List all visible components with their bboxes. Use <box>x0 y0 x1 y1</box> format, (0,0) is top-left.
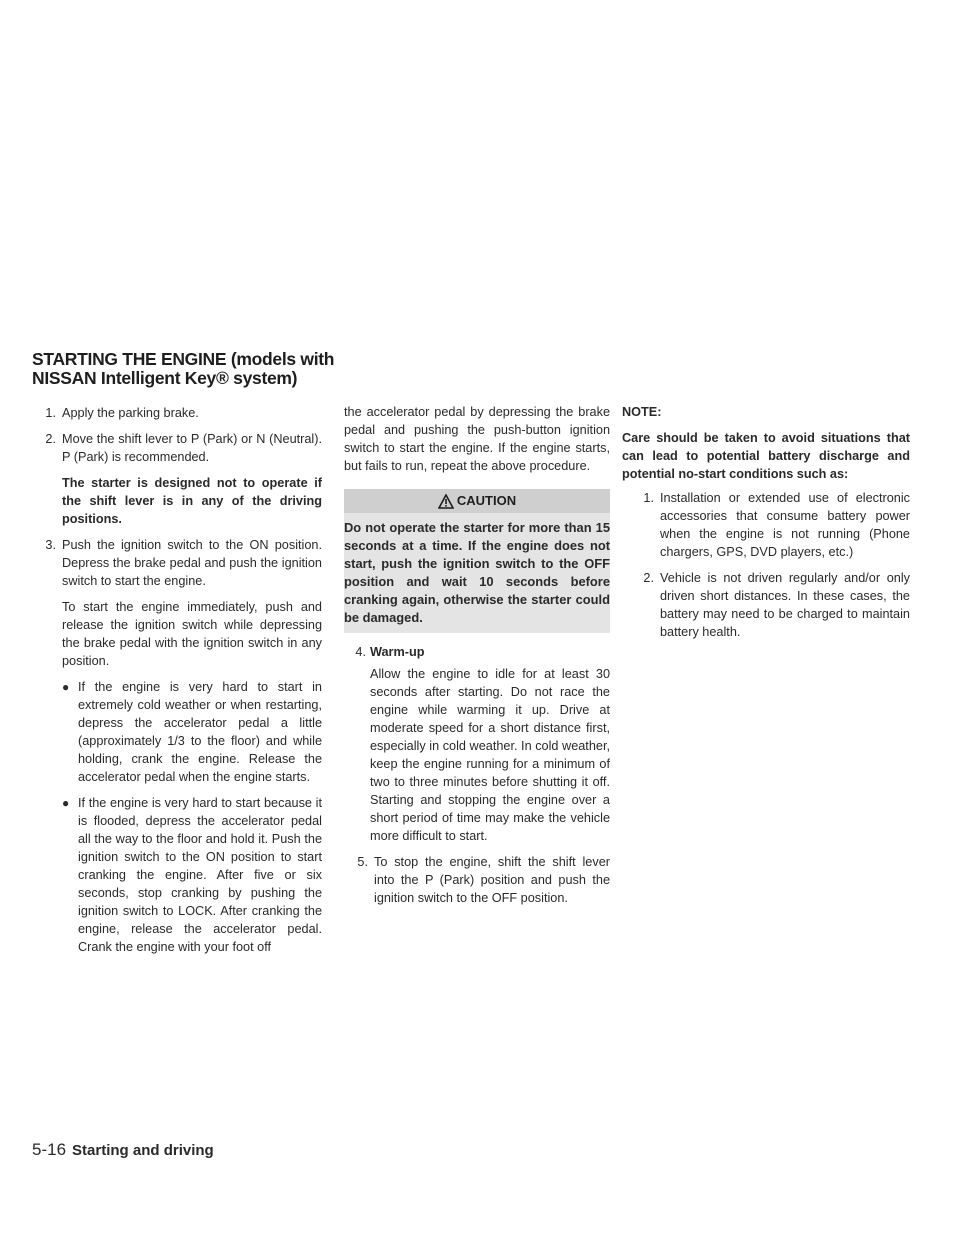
step-text: Push the ignition switch to the ON position. Depress the brake pedal and push the ignition switch to start the engine. <box>62 538 322 588</box>
caution-text: Do not operate the starter for more than 15 seconds at a time. If the engine does not start, push the ignition switch to the OFF position and wait 10 seconds before cranking again, otherwise the starter could be damaged. <box>344 513 610 633</box>
column-2 <box>344 403 610 915</box>
step-2-warning: The starter is designed not to operate if the shift lever is in any of the driving positions. <box>62 476 322 526</box>
note-text: Vehicle is not driven regularly and/or only driven short distances. In these cases, the battery may need to be charged to maintain battery health. <box>660 571 910 639</box>
page-footer <box>32 1140 214 1160</box>
step-number: 5. <box>357 855 368 869</box>
step-text: Apply the parking brake. <box>62 406 199 420</box>
step-2 <box>32 430 322 466</box>
step-4-text: Allow the engine to idle for at least 30 seconds after starting. Do not race the engine while warming it up. Drive at moderate speed for a short distance first, especially in cold weather. In cold weather, keep the engine running for a minimum of two to three minutes before shutting it off. Starting and stopping the engine over a short period of time may make the vehicle more difficult to start. <box>370 667 610 843</box>
column-1 <box>32 404 322 964</box>
bullet-item <box>62 678 322 786</box>
bullet-continuation: the accelerator pedal by depressing the brake pedal and pushing the push-button ignition switch to start the engine. If the engine starts, but fails to run, repeat the above procedure. <box>344 405 610 473</box>
bullet-icon: ● <box>62 680 70 694</box>
bullet-text: If the engine is very hard to start in extremely cold weather or when restarting, depress the accelerator pedal a little (approximately 1/3 to the floor) and while holding, crank the engine. Release the accelerator pedal when the engine starts. <box>78 680 322 784</box>
bullet-item <box>62 794 322 956</box>
step-number: 1. <box>45 406 56 420</box>
step-3 <box>32 536 322 590</box>
step-3-paragraph: To start the engine immediately, push and release the ignition switch while depressing the brake pedal with the ignition switch in any position. <box>62 600 322 668</box>
step-text: To stop the engine, shift the shift lever into the P (Park) position and push the ignition switch to the OFF position. <box>374 855 610 905</box>
note-item <box>630 489 910 561</box>
page-number: 5-16 <box>32 1140 67 1159</box>
note-text: Installation or extended use of electronic accessories that consume battery power when the engine is not running (Phone chargers, GPS, DVD players, etc.) <box>660 491 910 559</box>
step-number: 3. <box>45 538 56 552</box>
step-number: 2. <box>45 432 56 446</box>
warning-triangle-icon <box>438 494 454 509</box>
step-1 <box>32 404 322 422</box>
step-5 <box>344 853 610 907</box>
footer-section: Starting and driving <box>72 1142 214 1159</box>
step-number: 4. <box>355 645 366 659</box>
section-title <box>32 350 352 388</box>
note-number: 1. <box>643 491 654 505</box>
step-4-title: Warm-up <box>370 645 425 659</box>
note-lead: Care should be taken to avoid situations that can lead to potential battery discharge and potential no-start conditions such as: <box>622 431 910 481</box>
caution-label: CAUTION <box>456 493 517 508</box>
caution-header <box>344 489 610 513</box>
step-text: Move the shift lever to P (Park) or N (Neutral). P (Park) is recommended. <box>62 432 322 464</box>
note-number: 2. <box>643 571 654 585</box>
section-title-line-1: STARTING THE ENGINE (models with <box>32 349 335 369</box>
step-4-header <box>344 643 610 661</box>
column-3 <box>622 403 910 649</box>
bullet-icon: ● <box>62 796 70 810</box>
bullet-text: If the engine is very hard to start because it is flooded, depress the accelerator pedal all the way to the floor and hold it. Push the ignition switch to the ON position to start cranking the engine. After five or six seconds, stop cranking by pushing the ignition switch to LOCK. After cranking the engine, release the accelerator pedal. Crank the engine with your foot off <box>78 796 322 954</box>
note-title: NOTE: <box>622 405 662 419</box>
note-item <box>630 569 910 641</box>
section-title-line-2: NISSAN Intelligent Key® system) <box>32 368 298 388</box>
